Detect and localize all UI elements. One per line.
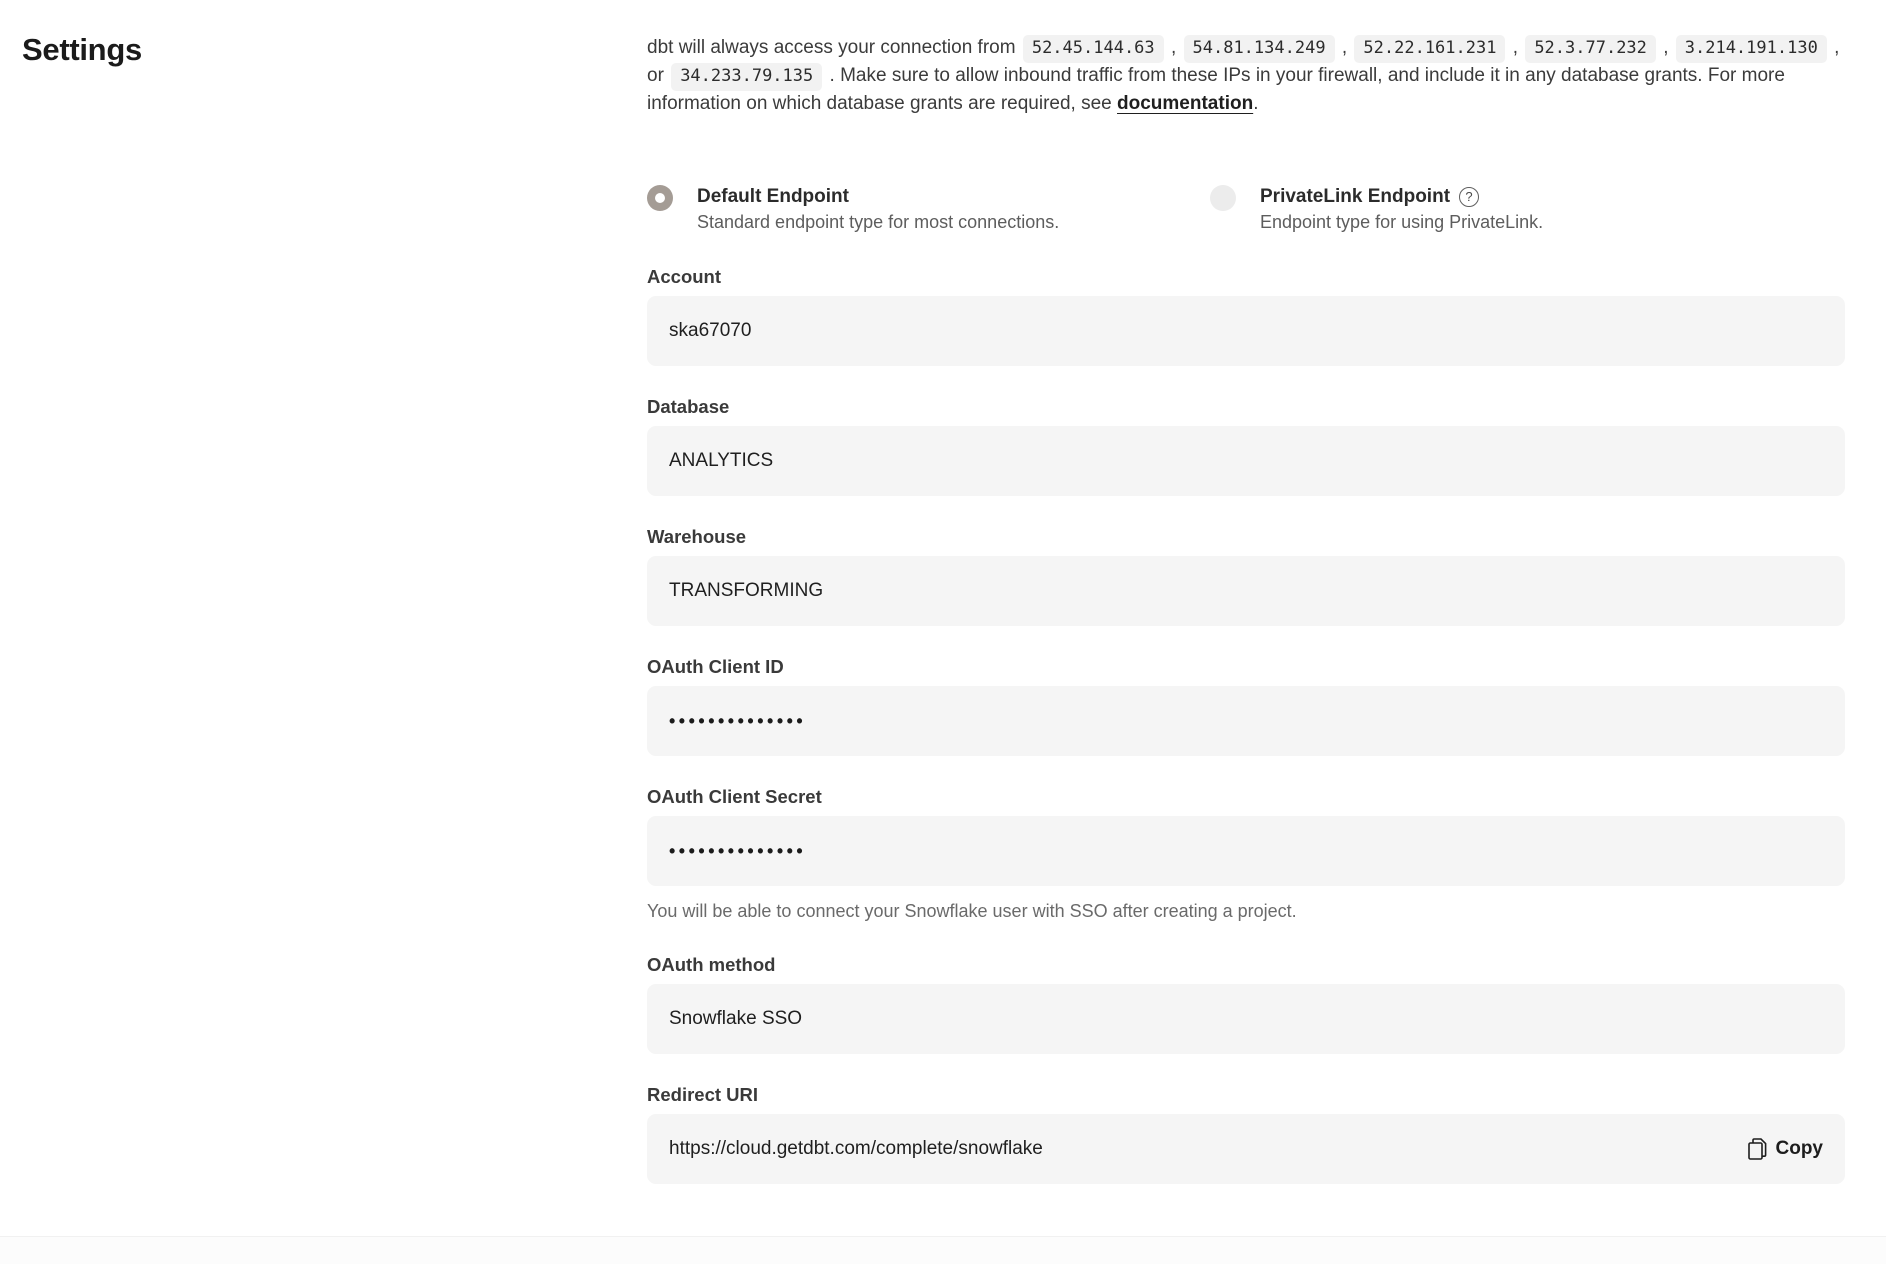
field-label: Warehouse [647, 526, 747, 547]
ip-chip: 3.214.191.130 [1676, 35, 1827, 63]
option-description: Endpoint type for using PrivateLink. [1260, 212, 1544, 232]
database-input[interactable]: ANALYTICS [647, 426, 1845, 496]
ip-chip: 52.3.77.232 [1525, 35, 1656, 63]
endpoint-type-radio-group [647, 183, 1845, 235]
page-title: Settings [22, 32, 142, 67]
field-label: Redirect URI [647, 1084, 759, 1105]
ip-chip: 52.22.161.231 [1354, 35, 1505, 63]
field-oauth-method [647, 954, 1845, 1054]
account-input[interactable]: ska67070 [647, 296, 1845, 366]
separator: , [1512, 37, 1519, 58]
field-oauth-client-id [647, 656, 1845, 756]
field-label: OAuth method [647, 954, 776, 975]
copy-button-label: Copy [1775, 1138, 1823, 1159]
redirect-uri-value-box [647, 1114, 1845, 1184]
masked-value: •••••••••••••• [669, 840, 807, 861]
masked-value: •••••••••••••• [669, 710, 807, 731]
oauth-client-id-input[interactable] [647, 686, 1845, 756]
copy-icon [1748, 1138, 1767, 1160]
separator: , [1663, 37, 1669, 58]
documentation-link[interactable]: documentation [1117, 93, 1254, 114]
oauth-client-secret-input[interactable] [647, 816, 1845, 886]
radio-selected-icon[interactable] [647, 185, 673, 211]
help-icon[interactable]: ? [1459, 187, 1479, 207]
oauth-method-input[interactable]: Snowflake SSO [647, 984, 1845, 1054]
option-label: Default Endpoint [697, 186, 849, 207]
field-label: Account [647, 266, 721, 287]
ip-allowlist-paragraph [647, 35, 1845, 117]
ip-chip: 34.233.79.135 [671, 63, 822, 91]
intro-after-text: . Make sure to allow inbound traffic from these IPs in your firewall, and include it in any database grants. For more information on which database grants are required, see [647, 65, 1785, 114]
field-database [647, 396, 1845, 496]
redirect-uri-value: https://cloud.getdbt.com/complete/snowflake [669, 1138, 1043, 1159]
intro-lead-text: dbt will always access your connection from [647, 37, 1016, 58]
field-account [647, 266, 1845, 366]
separator: , [1341, 37, 1348, 58]
sso-helper-text: You will be able to connect your Snowflake user with SSO after creating a project. [647, 901, 1297, 921]
bottom-section-divider [0, 1236, 1886, 1264]
separator: , [1170, 37, 1177, 58]
warehouse-input[interactable]: TRANSFORMING [647, 556, 1845, 626]
radio-unselected-icon[interactable] [1210, 185, 1236, 211]
radio-option-default-endpoint[interactable] [647, 183, 1210, 235]
field-label: OAuth Client Secret [647, 786, 822, 807]
ip-chip: 52.45.144.63 [1023, 35, 1164, 63]
field-oauth-client-secret [647, 786, 1845, 886]
option-description: Standard endpoint type for most connections. [697, 212, 1060, 232]
ip-chip: 54.81.134.249 [1184, 35, 1335, 63]
radio-option-privatelink-endpoint[interactable] [1210, 183, 1543, 235]
field-label: OAuth Client ID [647, 656, 784, 677]
field-label: Database [647, 396, 730, 417]
period: . [1253, 93, 1259, 114]
settings-content [647, 35, 1845, 1214]
separator: , or [647, 37, 1840, 86]
field-redirect-uri [647, 1084, 1845, 1184]
copy-button[interactable] [1748, 1138, 1824, 1160]
field-warehouse [647, 526, 1845, 626]
option-label: PrivateLink Endpoint ? [1260, 183, 1543, 210]
